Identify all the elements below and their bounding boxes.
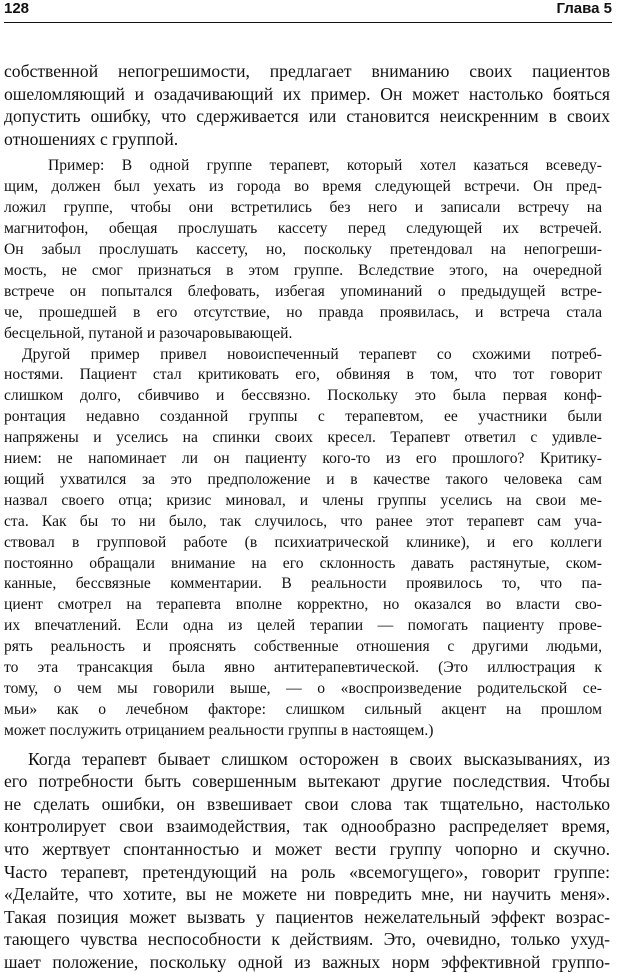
example-line: ложил группе, чтобы они встретились без него и записали встречу на bbox=[4, 199, 602, 217]
text-line: допустить ошибку, что сдерживается или становится неискренним в своих bbox=[4, 106, 610, 127]
example-line: щим, должен был уехать из города во время следующей встречи. Он пред- bbox=[4, 178, 602, 196]
text-line: Часто терапевт, претендующий на роль «всемогущего», говорит группе: bbox=[4, 861, 610, 882]
example-line: Другой пример привел новоиспеченный терапевт со схожими потреб- bbox=[22, 345, 602, 363]
example-line: ронтация недавно созданной группы с терапевтом, ее участники были bbox=[4, 408, 602, 426]
example-line: Он забыл прослушать кассету, но, поскольку претендовал на непогреши- bbox=[4, 241, 602, 258]
text-line: контролирует свои взаимодействия, так однообразно распределяет время, bbox=[4, 816, 610, 837]
example-line: может послужить отрицанием реальности группы в настоящем.) bbox=[4, 721, 434, 739]
example-line: напряжены и уселись на спинки своих кресел. Терапевт ответил с удивле- bbox=[4, 429, 602, 447]
chapter-running-head: Глава 5 bbox=[556, 0, 612, 17]
example-line: Пример: В одной группе терапевт, который хотел казаться всеведу- bbox=[48, 157, 602, 175]
text-line: его потребности быть совершенным вытекают другие последствия. Чтобы bbox=[4, 771, 610, 792]
example-line: слишком долго, сбивчиво и бессвязно. Поскольку это была первая конф- bbox=[4, 387, 602, 405]
text-line: Когда терапевт бывает слишком осторожен в своих высказываниях, из bbox=[28, 748, 610, 769]
text-line: «Делайте, что хотите, вы не можете ни повредить мне, ни научить меня». bbox=[4, 884, 610, 905]
example-line: мьи» как о лечебном факторе: слишком сильный акцент на прошлом bbox=[4, 700, 602, 718]
example-line: назвал своего отца; кризис миновал, и члены группы уселись на свои ме- bbox=[4, 491, 602, 509]
example-line: встрече он попытался блефовать, избегая упоминаний о предыдущей встре- bbox=[4, 282, 602, 300]
text-line: собственной непогрешимости, предлагает вниманию своих пациентов bbox=[4, 61, 610, 81]
page-number: 128 bbox=[4, 0, 30, 17]
text-line: шает положение, поскольку одной из важных норм эффективной группо- bbox=[4, 952, 610, 972]
example-line: канные, бессвязные комментарии. В реальности проявилось то, что па- bbox=[4, 575, 602, 593]
text-line: что жертвует спонтанностью и может вести группу чопорно и скучно. bbox=[4, 839, 610, 859]
example-line: магнитофон, обещая прослушать кассету перед следующей их встречей. bbox=[4, 220, 602, 238]
text-line: тающего чувства неспособности к действиям. Это, очевидно, только ухуд- bbox=[4, 929, 610, 950]
text-line: Такая позиция может вызвать у пациентов нежелательный эффект возрас- bbox=[4, 906, 610, 927]
header-rule bbox=[4, 22, 612, 23]
example-line: ствовал в групповой работе (в психиатрической клинике), и его коллеги bbox=[4, 533, 602, 551]
page-header bbox=[4, 0, 612, 22]
example-line: нием: не напоминает ли он пациенту кого-то из его прошлого? Критику- bbox=[4, 450, 602, 467]
text-line: отношениях с группой. bbox=[4, 128, 179, 149]
example-line: циент смотрел на терапевта вполне корректно, но оказался во власти сво- bbox=[4, 596, 602, 614]
example-line: тому, о чем мы говорили выше, — о «воспроизведение родительской се- bbox=[4, 679, 602, 697]
example-line: бесцельной, путаной и разочаровывающей. bbox=[4, 324, 293, 342]
text-line: не сделать ошибки, он взвешивает свои слова так тщательно, настолько bbox=[4, 793, 610, 814]
example-line: ста. Как бы то ни было, так случилось, что ранее этот терапевт сам уча- bbox=[4, 512, 602, 530]
example-line: то эта трансакция была явно антитерапевтической. (Это иллюстрация к bbox=[4, 659, 602, 676]
example-line: ющий ухватился за это предположение и в качестве такого человека сам bbox=[4, 470, 602, 488]
example-line: рять реальность и прояснять собственные отношения с другими людьми, bbox=[4, 638, 602, 656]
example-line: мость, не смог признаться в этом группе. Вследствие этого, на очередной bbox=[4, 261, 602, 279]
example-line: ностями. Пациент стал критиковать его, обвиняя в том, что тот говорит bbox=[4, 366, 602, 384]
text-line: ошеломляющий и озадачивающий их пример. Он может настолько бояться bbox=[4, 83, 610, 104]
example-line: че, прошедшей в его отсутствие, но правда проявилась, и встреча стала bbox=[4, 303, 602, 321]
example-line: их впечатлений. Если одна из целей терапии — помогать пациенту прове- bbox=[4, 617, 602, 635]
example-line: постоянно обращали внимание на его склонность давать растянутые, ском- bbox=[4, 554, 602, 572]
